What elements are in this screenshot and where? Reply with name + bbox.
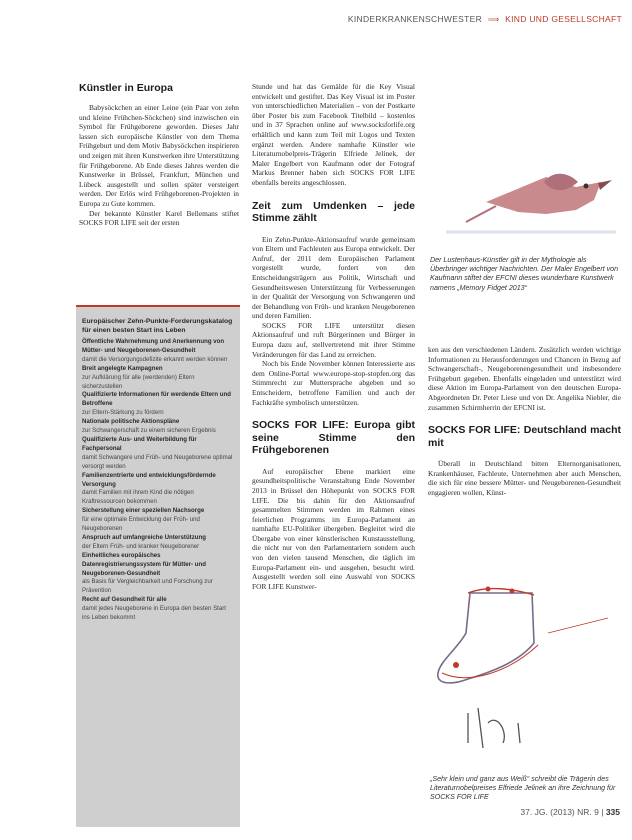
- sock-drawing-image: [428, 573, 618, 773]
- footer-separator: |: [601, 807, 604, 817]
- column-1-text: [79, 103, 239, 228]
- heading-rethink: Zeit zum Umdenken – jede Stimme zählt: [252, 199, 415, 225]
- paragraph: Auf europäischer Ebene markiert eine gesundheitspolitische Veranstaltung Ende November 2013 in Brüssel den Höhepunkt von SOCKS FOR LIFE. Die bis dahin für den Aktionsaufruf gesammelten Stimmen werden im Rahmen eines feierlichen Programms im Europa-Parlament an namhafte EU-Politiker übergeben. Begleitet wird die Übergabe von einer künstlerischen Kunstausstellung, die nicht nur von den Parlamentariern sondern auch von den vielen tausend Menschen, die täglich im Europa-Parlament ein- und ausgehen, besucht wird. Ausgestellt werden soll eine Auswahl von SOCKS FOR LIFE Kunstwer-: [252, 466, 415, 591]
- box-item-head: Recht auf Gesundheit für alle: [82, 596, 167, 604]
- heading-germany: SOCKS FOR LIFE: Deutschland macht mit: [428, 424, 621, 449]
- paragraph: Ein Zehn-Punkte-Aktionsaufruf wurde gemeinsam von Eltern und Fachleuten aus Europa entwickelt. Der Aufruf, der 2011 dem Europäischen Parlament vorgestellt wurde, fordert von den Entscheidungsträgern aus Politik, Wirtschaft und Gesundheitswesen Unterstützung für Verbesserungen in der Qualität der Versorgung von Schwangeren und der Behandlung von Früh- und kranken Neugeborenen und deren Familien.: [252, 234, 415, 321]
- box-item-sub: als Basis für Vergleichbarkeit und Forschung zur Prävention: [82, 578, 213, 595]
- arrow-icon: ⟹: [487, 15, 500, 24]
- box-item-head: Qualifizierte Aus- und Weiterbildung für Fachpersonal: [82, 435, 197, 452]
- header-section: KINDERKRANKENSCHWESTER: [347, 14, 483, 24]
- volume-info: 37. JG. (2013) NR. 9: [520, 807, 599, 817]
- box-item-head: Qualifizierte Informationen für werdende Eltern und Betroffene: [82, 391, 231, 408]
- box-item-head: Breit angelegte Kampagnen: [82, 364, 163, 372]
- caption-sock: „Sehr klein und ganz aus Weiß“ schreibt die Trägerin des Literaturnobelpreises Elfriede Jelinek an ihre Zeichnung für SOCKS FOR LIFE: [430, 775, 616, 802]
- box-item-head: Einheitliches europäisches Datenregistrierungssystem für Mütter- und Neugeborenen-Gesundheit: [82, 551, 206, 577]
- box-item-sub: damit Familien mit ihrem Kind die nötigen Kraftressourcen bekommen: [82, 489, 194, 506]
- paragraph: Babysöckchen an einer Leine (ein Paar von zehn und kleine Frühchen-Söckchen) sind inzwischen ein Symbol für Frühgeborene geworden. Dieses Jahr lassen sich europäische Künstler von dem Thema Frühgeburt und dem Motiv Babysöckchen inspirieren und zeigen mit ihren Kunstwerken ihre Unterstützung für Frühgeborene. Ab Ende dieses Jahres werden die Kunstwerke in Brüssel, Frankfurt, München und Lübeck ausgestellt und sollen später versteigert werden. Der Erlös wird Frühgeborenen-Projekten in Europa zu Gute kommen.: [79, 103, 239, 208]
- box-item-sub: damit die Versorgungsdefizite erkannt werden können: [82, 355, 228, 363]
- column-3-text: [428, 345, 621, 498]
- bird-artwork-image: [426, 82, 622, 254]
- demands-box: [76, 305, 240, 827]
- paragraph: Der bekannte Künstler Karel Bellemans stiftet SOCKS FOR LIFE seit der ersten: [79, 208, 239, 228]
- heading-europe-vote: SOCKS FOR LIFE: Europa gibt seine Stimme den Frühgeborenen: [252, 419, 415, 457]
- caption-bird: Der Lustenhaus-Künstler gilt in der Mythologie als Überbringer wichtiger Nachrichten. Der Maler Engelbert von Kaufmann stiftet der EFCNI dieses wunderbare Kunstwerk namens „Memory Fidget 2013“: [430, 256, 619, 292]
- page-number: 335: [605, 807, 620, 817]
- paragraph: Überall in Deutschland bitten Elternorganisationen, Krankenhäuser, Fachleute, Unternehmen aber auch Menschen, die sich für eine bessere Mütter- und Neugeborenen-Gesundheit engagieren wollen, Künst-: [428, 459, 621, 497]
- box-item-sub: damit jedes Neugeborene in Europa den besten Start ins Leben bekommt: [82, 605, 226, 622]
- signature-icon: [468, 708, 520, 748]
- running-header: [330, 14, 622, 28]
- box-item-sub: für eine optimale Entwicklung der Früh- und Neugeborenen: [82, 516, 200, 533]
- box-item-sub: zur Eltern-Stärkung zu fördern: [82, 409, 164, 417]
- article-title-artists: Künstler in Europa: [79, 82, 173, 94]
- box-title: Europäischer Zehn-Punkte-Forderungskatalog für einen besten Start ins Leben: [82, 318, 233, 334]
- box-item-head: Öffentliche Wahrnehmung und Anerkennung von Mütter- und Neugeborenen-Gesundheit: [82, 338, 225, 354]
- header-subsection: KIND UND GESELLSCHAFT: [505, 14, 622, 24]
- box-item-head: Nationale politische Aktionspläne: [82, 418, 180, 426]
- box-item-sub: zur Schwangerschaft zu einem sicheren Ergebnis: [82, 427, 216, 435]
- box-item-sub: der Eltern Früh- und kranker Neugeborener: [82, 542, 200, 550]
- page-footer: [520, 807, 620, 817]
- paragraph: Stunde und hat das Gemälde für die Key Visual entwickelt und gestiftet. Das Key Visual ist im Poster von unterschiedlichen Materialien – von der Postkarte über Poster bis zum Facebook Titelbild – kostenlos und in 37 Sprachen online auf www.socksforlife.org erhältlich und kann zum Teil mit Logos und Texten ergänzt werden. Andere namhafte Künstler wie Literaturnobelpreis-Trägerin Elfriede Jelinek, der Maler Engelbert von Kaufmann oder der Fotograf Markus Brenner haben sich SOCKS FOR LIFE ebenfalls bereits angeschlossen.: [252, 82, 415, 187]
- box-item-sub: zur Aufklärung für alle (werdenden) Eltern sicherzustellen: [82, 373, 195, 390]
- paragraph: SOCKS FOR LIFE unterstützt diesen Aktionsaufruf und ruft Bürgerinnen und Bürger in Europa dazu auf, stellvertretend mit ihrer Stimme Veränderungen für das Land zu erreichen.: [252, 320, 415, 359]
- box-item-sub: damit Schwangere und Früh- und Neugeborene optimal versorgt werden: [82, 453, 233, 470]
- column-2-text: [252, 82, 415, 591]
- box-item-head: Sicherstellung einer speziellen Nachsorge: [82, 507, 205, 515]
- paragraph: ken aus den verschiedenen Ländern. Zusätzlich werden wichtige Informationen zu Herausforderungen und Chancen in Bezug auf Schwangerschaft-, Neugeborenengesundheit und insbesondere Frühgeburt gegeben. Ebenfalls eingeladen und unterstützt wird diese Aktion im Europa-Parlament von den deutschen Europa-Abgeordneten Dr. Peter Liese und von Dr. Angelika Niebler, die zusammen Schirmherrin der EFCNI ist.: [428, 345, 621, 412]
- box-item-head: Anspruch auf umfangreiche Unterstützung: [82, 533, 206, 541]
- box-item-head: Familienzentrierte und entwicklungsfördernde Versorgung: [82, 471, 216, 488]
- paragraph: Noch bis Ende November können Interessierte aus dem Online-Portal www.europe-stop-stopfen.org das Stimmrecht zur Muttersprache abgeben und so Entscheidern, betroffene Familien und auch der Fachkräfte symbolisch unterstützen.: [252, 359, 415, 407]
